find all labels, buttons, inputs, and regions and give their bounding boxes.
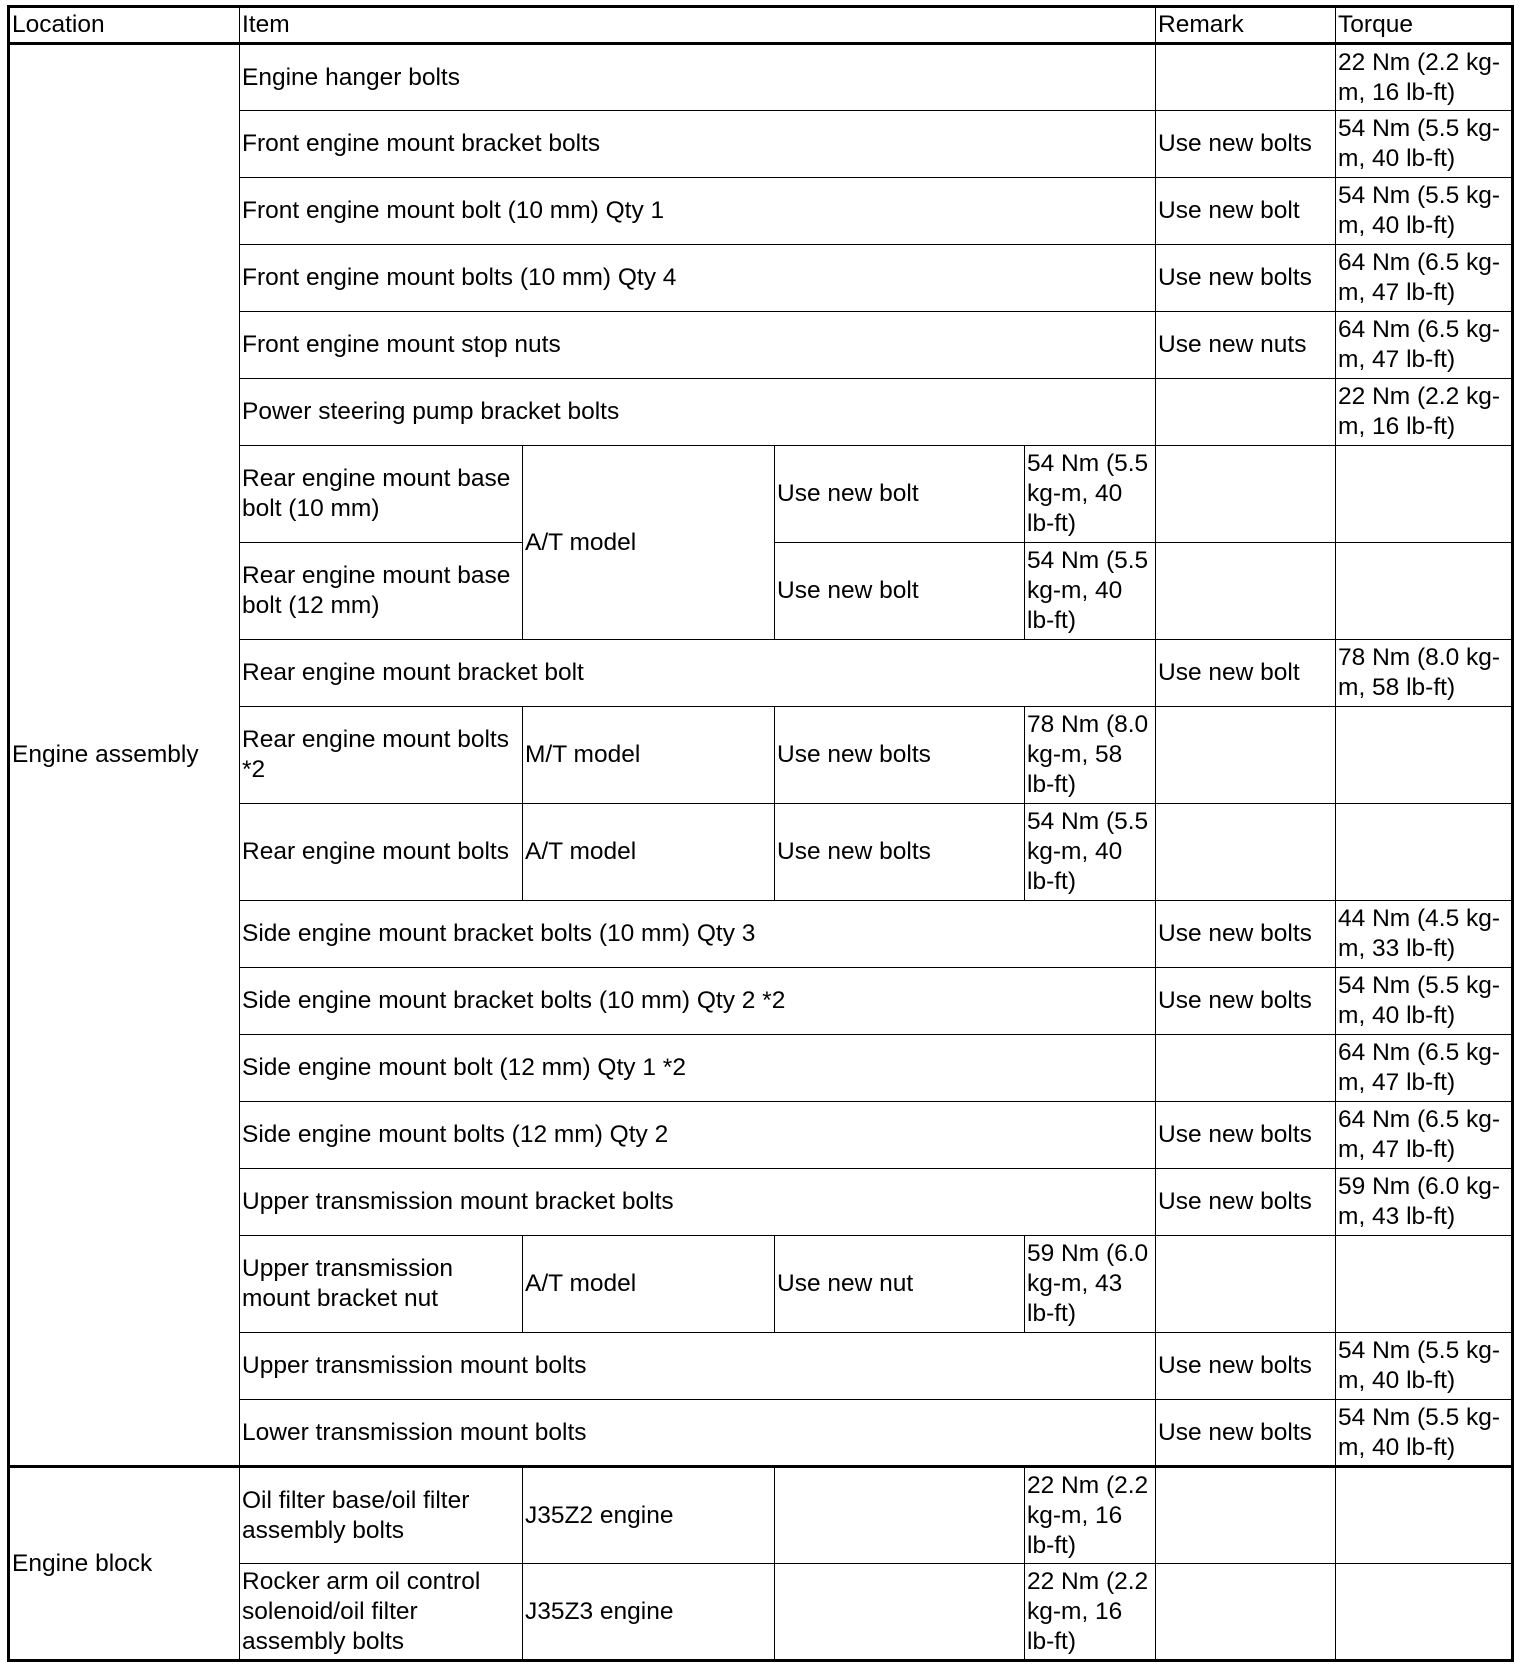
torque-cell: 78 Nm (8.0 kg-m, 58 lb-ft) [1336, 640, 1513, 707]
remark-cell: Use new bolts [1156, 1333, 1336, 1400]
model-cell: M/T model [523, 707, 775, 804]
item-cell: Front engine mount stop nuts [240, 312, 1156, 379]
torque-cell: 44 Nm (4.5 kg-m, 33 lb-ft) [1336, 901, 1513, 968]
remark-cell [1156, 44, 1336, 111]
header-location: Location [9, 7, 240, 44]
model-cell: A/T model [523, 804, 775, 901]
sub-torque-cell: 54 Nm (5.5 kg-m, 40 lb-ft) [1025, 446, 1156, 543]
empty-remark-cell [1156, 543, 1336, 640]
model-cell: J35Z3 engine [523, 1564, 775, 1661]
model-cell: J35Z2 engine [523, 1467, 775, 1564]
item-cell: Engine hanger bolts [240, 44, 1156, 111]
empty-remark-cell [1156, 707, 1336, 804]
remark-cell: Use new bolt [1156, 640, 1336, 707]
model-cell: A/T model [523, 1236, 775, 1333]
empty-remark-cell [1156, 446, 1336, 543]
torque-cell: 64 Nm (6.5 kg-m, 47 lb-ft) [1336, 1102, 1513, 1169]
item-cell: Upper transmission mount bracket nut [240, 1236, 523, 1333]
empty-torque-cell [1336, 446, 1513, 543]
item-cell: Rear engine mount bolts [240, 804, 523, 901]
item-cell: Lower transmission mount bolts [240, 1400, 1156, 1467]
sub-torque-cell: 22 Nm (2.2 kg-m, 16 lb-ft) [1025, 1467, 1156, 1564]
sub-remark-cell: Use new bolts [775, 804, 1025, 901]
torque-cell: 54 Nm (5.5 kg-m, 40 lb-ft) [1336, 111, 1513, 178]
sub-remark-cell: Use new bolt [775, 446, 1025, 543]
empty-torque-cell [1336, 1236, 1513, 1333]
item-cell: Oil filter base/oil filter assembly bolts [240, 1467, 523, 1564]
remark-cell [1156, 379, 1336, 446]
sub-remark-cell [775, 1467, 1025, 1564]
torque-cell: 54 Nm (5.5 kg-m, 40 lb-ft) [1336, 1400, 1513, 1467]
torque-cell: 54 Nm (5.5 kg-m, 40 lb-ft) [1336, 1333, 1513, 1400]
item-cell: Side engine mount bracket bolts (10 mm) Qty 2 *2 [240, 968, 1156, 1035]
remark-cell: Use new bolts [1156, 1102, 1336, 1169]
header-torque: Torque [1336, 7, 1513, 44]
sub-remark-cell [775, 1564, 1025, 1661]
table-row [9, 44, 1513, 111]
item-cell: Side engine mount bracket bolts (10 mm) Qty 3 [240, 901, 1156, 968]
torque-cell: 64 Nm (6.5 kg-m, 47 lb-ft) [1336, 1035, 1513, 1102]
location-cell: Engine block [9, 1467, 240, 1661]
sub-remark-cell: Use new bolts [775, 707, 1025, 804]
sub-remark-cell: Use new bolt [775, 543, 1025, 640]
empty-torque-cell [1336, 1467, 1513, 1564]
sub-remark-cell: Use new nut [775, 1236, 1025, 1333]
remark-cell: Use new bolts [1156, 968, 1336, 1035]
empty-remark-cell [1156, 1564, 1336, 1661]
item-cell: Rear engine mount bracket bolt [240, 640, 1156, 707]
empty-torque-cell [1336, 707, 1513, 804]
remark-cell: Use new bolts [1156, 1169, 1336, 1236]
header-item: Item [240, 7, 1156, 44]
header-row [9, 7, 1513, 44]
torque-cell: 22 Nm (2.2 kg-m, 16 lb-ft) [1336, 379, 1513, 446]
location-cell: Engine assembly [9, 44, 240, 1467]
item-cell: Side engine mount bolt (12 mm) Qty 1 *2 [240, 1035, 1156, 1102]
item-cell: Rear engine mount bolts *2 [240, 707, 523, 804]
torque-cell: 59 Nm (6.0 kg-m, 43 lb-ft) [1336, 1169, 1513, 1236]
sub-torque-cell: 54 Nm (5.5 kg-m, 40 lb-ft) [1025, 543, 1156, 640]
empty-remark-cell [1156, 1467, 1336, 1564]
empty-torque-cell [1336, 1564, 1513, 1661]
torque-cell: 54 Nm (5.5 kg-m, 40 lb-ft) [1336, 968, 1513, 1035]
sub-torque-cell: 78 Nm (8.0 kg-m, 58 lb-ft) [1025, 707, 1156, 804]
sub-torque-cell: 54 Nm (5.5 kg-m, 40 lb-ft) [1025, 804, 1156, 901]
item-cell: Rear engine mount base bolt (10 mm) [240, 446, 523, 543]
torque-cell: 54 Nm (5.5 kg-m, 40 lb-ft) [1336, 178, 1513, 245]
item-cell: Front engine mount bolts (10 mm) Qty 4 [240, 245, 1156, 312]
item-cell: Power steering pump bracket bolts [240, 379, 1156, 446]
remark-cell [1156, 1035, 1336, 1102]
item-cell: Front engine mount bracket bolts [240, 111, 1156, 178]
table-row [9, 1467, 1513, 1564]
empty-torque-cell [1336, 543, 1513, 640]
model-cell: A/T model [523, 446, 775, 640]
remark-cell: Use new bolts [1156, 111, 1336, 178]
remark-cell: Use new bolt [1156, 178, 1336, 245]
sub-torque-cell: 22 Nm (2.2 kg-m, 16 lb-ft) [1025, 1564, 1156, 1661]
remark-cell: Use new bolts [1156, 901, 1336, 968]
empty-remark-cell [1156, 1236, 1336, 1333]
item-cell: Rocker arm oil control solenoid/oil filter assembly bolts [240, 1564, 523, 1661]
item-cell: Upper transmission mount bracket bolts [240, 1169, 1156, 1236]
empty-remark-cell [1156, 804, 1336, 901]
remark-cell: Use new bolts [1156, 245, 1336, 312]
item-cell: Side engine mount bolts (12 mm) Qty 2 [240, 1102, 1156, 1169]
remark-cell: Use new nuts [1156, 312, 1336, 379]
item-cell: Front engine mount bolt (10 mm) Qty 1 [240, 178, 1156, 245]
torque-specification-table [7, 5, 1514, 1662]
empty-torque-cell [1336, 804, 1513, 901]
item-cell: Upper transmission mount bolts [240, 1333, 1156, 1400]
sub-torque-cell: 59 Nm (6.0 kg-m, 43 lb-ft) [1025, 1236, 1156, 1333]
torque-cell: 64 Nm (6.5 kg-m, 47 lb-ft) [1336, 245, 1513, 312]
torque-cell: 64 Nm (6.5 kg-m, 47 lb-ft) [1336, 312, 1513, 379]
item-cell: Rear engine mount base bolt (12 mm) [240, 543, 523, 640]
torque-cell: 22 Nm (2.2 kg-m, 16 lb-ft) [1336, 44, 1513, 111]
remark-cell: Use new bolts [1156, 1400, 1336, 1467]
header-remark: Remark [1156, 7, 1336, 44]
